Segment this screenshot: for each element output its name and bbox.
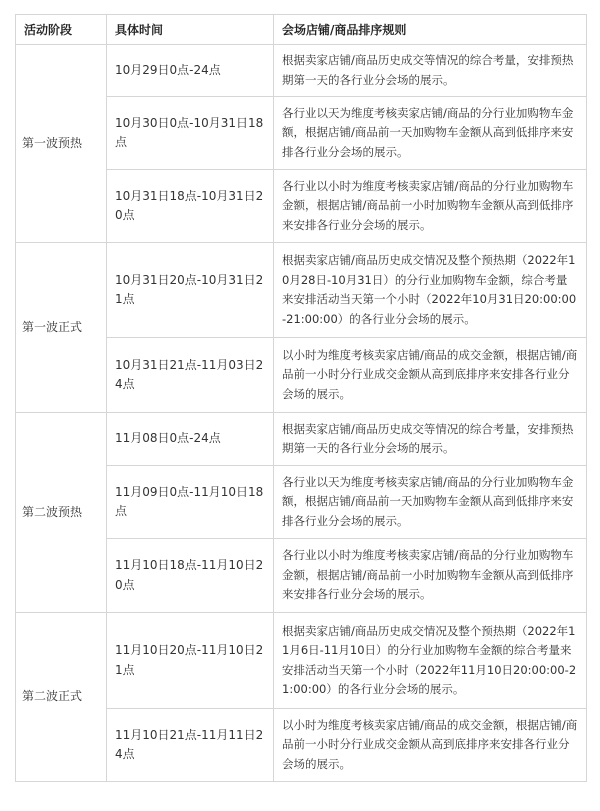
rule-cell: 各行业以小时为维度考核卖家店铺/商品的分行业加购物车金额，根据店铺/商品前一小时加购物车金额从高到低排序来安排各行业分会场的展示。: [274, 539, 587, 613]
time-cell: 10月31日21点-11月03日24点: [107, 338, 274, 413]
rule-cell: 根据卖家店铺/商品历史成交等情况的综合考量，安排预热期第一天的各行业分会场的展示。: [274, 45, 587, 97]
time-cell: 10月30日0点-10月31日18点: [107, 97, 274, 170]
rule-cell: 根据卖家店铺/商品历史成交等情况的综合考量，安排预热期第一天的各行业分会场的展示。: [274, 413, 587, 466]
header-stage: 活动阶段: [16, 15, 107, 45]
stage-cell: 第二波正式: [16, 613, 107, 782]
header-row: [16, 15, 587, 45]
header-time: 具体时间: [107, 15, 274, 45]
stage-cell: 第二波预热: [16, 413, 107, 613]
time-cell: 11月09日0点-11月10日18点: [107, 466, 274, 539]
time-cell: 10月31日20点-10月31日21点: [107, 243, 274, 338]
time-cell: 10月29日0点-24点: [107, 45, 274, 97]
rule-cell: 根据卖家店铺/商品历史成交情况及整个预热期（2022年10月28日-10月31日）的分行业加购物车金额，综合考量来安排活动当天第一个小时（2022年10月31日20:00:00-21:00:00）的各行业分会场的展示。: [274, 243, 587, 338]
table-row: [16, 413, 587, 466]
rule-cell: 各行业以小时为维度考核卖家店铺/商品的分行业加购物车金额，根据店铺/商品前一小时加购物车金额从高到低排序来安排各行业分会场的展示。: [274, 170, 587, 243]
rule-cell: 以小时为维度考核卖家店铺/商品的成交金额，根据店铺/商品前一小时分行业成交金额从高到底排序来安排各行业分会场的展示。: [274, 709, 587, 782]
rule-cell: 各行业以天为维度考核卖家店铺/商品的分行业加购物车金额，根据店铺/商品前一天加购物车金额从高到低排序来安排各行业分会场的展示。: [274, 97, 587, 170]
stage-cell: 第一波预热: [16, 45, 107, 243]
rule-cell: 根据卖家店铺/商品历史成交情况及整个预热期（2022年11月6日-11月10日）的分行业加购物车金额的综合考量来安排活动当天第一个小时（2022年11月10日20:00:00-21:00:00）的各行业分会场的展示。: [274, 613, 587, 709]
time-cell: 11月10日18点-11月10日20点: [107, 539, 274, 613]
table-row: [16, 243, 587, 338]
table-row: [16, 45, 587, 97]
schedule-table: [15, 14, 587, 782]
time-cell: 11月10日21点-11月11日24点: [107, 709, 274, 782]
header-rule: 会场店铺/商品排序规则: [274, 15, 587, 45]
table-row: [16, 613, 587, 709]
time-cell: 11月08日0点-24点: [107, 413, 274, 466]
rule-cell: 以小时为维度考核卖家店铺/商品的成交金额，根据店铺/商品前一小时分行业成交金额从高到底排序来安排各行业分会场的展示。: [274, 338, 587, 413]
stage-cell: 第一波正式: [16, 243, 107, 413]
time-cell: 10月31日18点-10月31日20点: [107, 170, 274, 243]
time-cell: 11月10日20点-11月10日21点: [107, 613, 274, 709]
rule-cell: 各行业以天为维度考核卖家店铺/商品的分行业加购物车金额，根据店铺/商品前一天加购物车金额从高到低排序来安排各行业分会场的展示。: [274, 466, 587, 539]
